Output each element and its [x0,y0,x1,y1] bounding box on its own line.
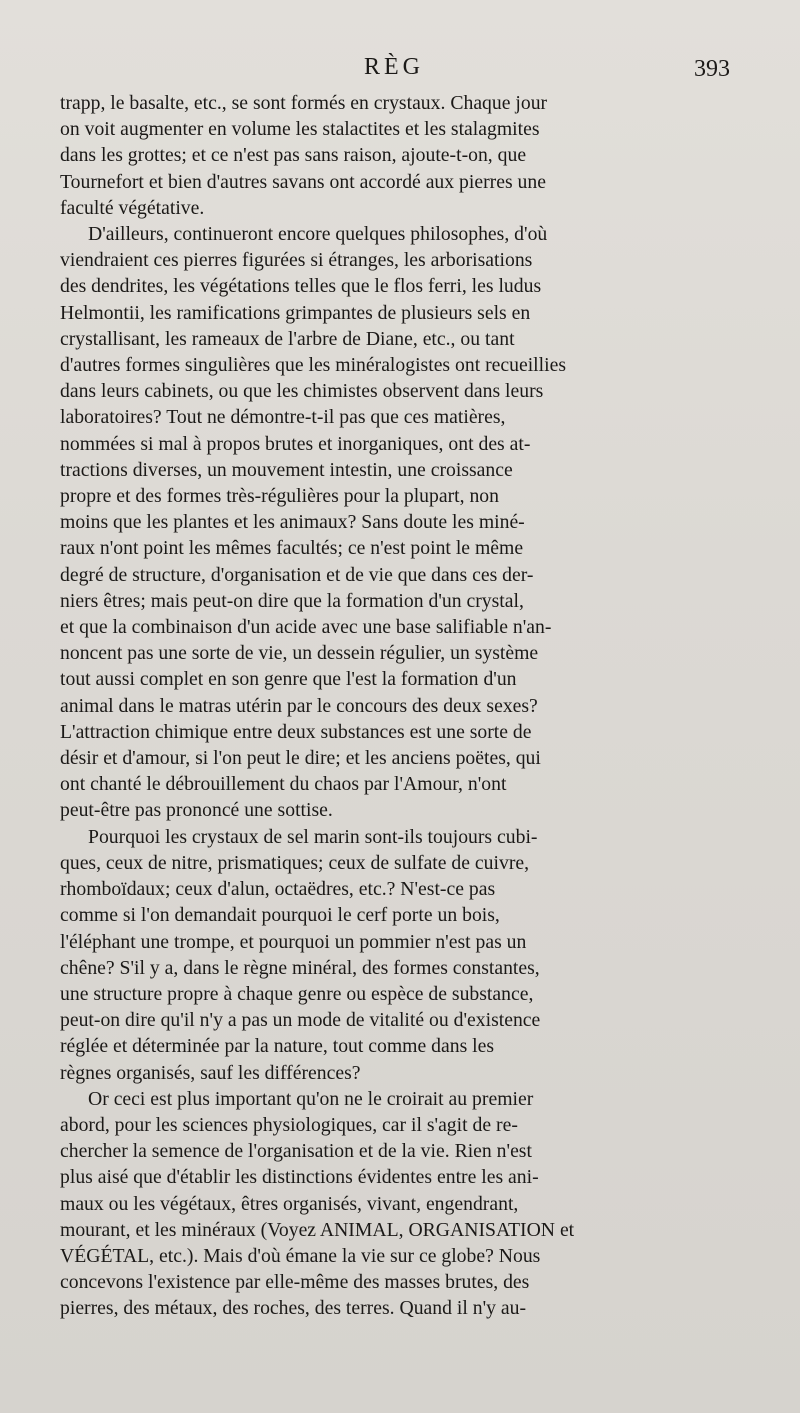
text-line: animal dans le matras utérin par le concours des deux sexes? [60,694,538,717]
text-line: peut-on dire qu'il n'y a pas un mode de vitalité ou d'existence [60,1009,541,1032]
text-line: faculté végétative. [60,196,205,219]
text-line: mourant, et les minéraux (Voyez ANIMAL, ORGANISATION et [60,1218,575,1241]
text-line: raux n'ont point les mêmes facultés; ce n'est point le même [60,537,524,560]
text-line: VÉGÉTAL, etc.). Mais d'où émane la vie sur ce globe? Nous [60,1244,541,1267]
text-line: laboratoires? Tout ne démontre-t-il pas que ces matières, [60,406,506,429]
text-line: et que la combinaison d'un acide avec une base salifiable n'an- [60,616,552,639]
text-line: degré de structure, d'organisation et de vie que dans ces der- [60,563,534,586]
text-line: ques, ceux de nitre, prismatiques; ceux de sulfate de cuivre, [60,851,530,874]
text-line: dans les grottes; et ce n'est pas sans raison, ajoute-t-on, que [60,144,527,167]
text-line: moins que les plantes et les animaux? Sans doute les miné- [60,511,525,534]
text-line: Helmontii, les ramifications grimpantes de plusieurs sels en [60,301,531,324]
text-line: dans leurs cabinets, ou que les chimistes observent dans leurs [60,380,544,403]
text-line: Or ceci est plus important qu'on ne le croirait au premier [88,1087,534,1110]
page-number: 393 [694,56,730,82]
text-line: pierres, des métaux, des roches, des terres. Quand il n'y au- [60,1297,527,1320]
text-line: L'attraction chimique entre deux substances est une sorte de [60,720,532,743]
text-line: maux ou les végétaux, êtres organisés, vivant, engendrant, [60,1192,519,1215]
text-line: D'ailleurs, continueront encore quelques philosophes, d'où [88,223,548,246]
text-line: trapp, le basalte, etc., se sont formés en crystaux. Chaque jour [60,92,548,114]
text-line: comme si l'on demandait pourquoi le cerf porte un bois, [60,904,500,927]
text-line: plus aisé que d'établir les distinctions évidentes entre les ani- [60,1166,539,1189]
text-line: réglée et déterminée par la nature, tout comme dans les [60,1035,495,1058]
text-line: désir et d'amour, si l'on peut le dire; et les anciens poëtes, qui [60,747,541,770]
text-line: rhomboïdaux; ceux d'alun, octaëdres, etc.? N'est-ce pas [60,878,496,901]
text-line: une structure propre à chaque genre ou espèce de substance, [60,982,534,1005]
text-line: chêne? S'il y a, dans le règne minéral, des formes constantes, [60,956,540,979]
text-line: chercher la semence de l'organisation et de la vie. Rien n'est [60,1140,532,1163]
text-line: tout aussi complet en son genre que l'est la formation d'un [60,668,517,691]
text-line: l'éléphant une trompe, et pourquoi un pommier n'est pas un [60,930,527,953]
text-line: propre et des formes très-régulières pour la plupart, non [60,485,499,508]
text-line: ont chanté le débrouillement du chaos par l'Amour, n'ont [60,773,507,796]
text-line: niers êtres; mais peut-on dire que la formation d'un crystal, [60,589,524,612]
text-line: abord, pour les sciences physiologiques, car il s'agit de re- [60,1113,518,1136]
text-line: Pourquoi les crystaux de sel marin sont-ils toujours cubi- [88,825,538,848]
text-line: viendraient ces pierres figurées si étranges, les arborisations [60,249,533,272]
running-head: RÈG [364,54,424,80]
page-header [58,54,730,88]
text-line: nommées si mal à propos brutes et inorganiques, ont des at- [60,432,531,455]
body-text [60,90,724,1322]
text-line: peut-être pas prononcé une sottise. [60,799,333,822]
text-line: on voit augmenter en volume les stalactites et les stalagmites [60,118,540,141]
text-line: concevons l'existence par elle-même des masses brutes, des [60,1271,530,1294]
text-line: tractions diverses, un mouvement intestin, une croissance [60,458,513,481]
text-line: Tournefort et bien d'autres savans ont accordé aux pierres une [60,170,546,193]
text-line: des dendrites, les végétations telles que le flos ferri, les ludus [60,275,542,298]
text-line: règnes organisés, sauf les différences? [60,1061,361,1084]
text-line: d'autres formes singulières que les minéralogistes ont recueillies [60,354,566,377]
text-line: crystallisant, les rameaux de l'arbre de Diane, etc., ou tant [60,327,515,350]
text-line: noncent pas une sorte de vie, un dessein régulier, un système [60,642,539,665]
